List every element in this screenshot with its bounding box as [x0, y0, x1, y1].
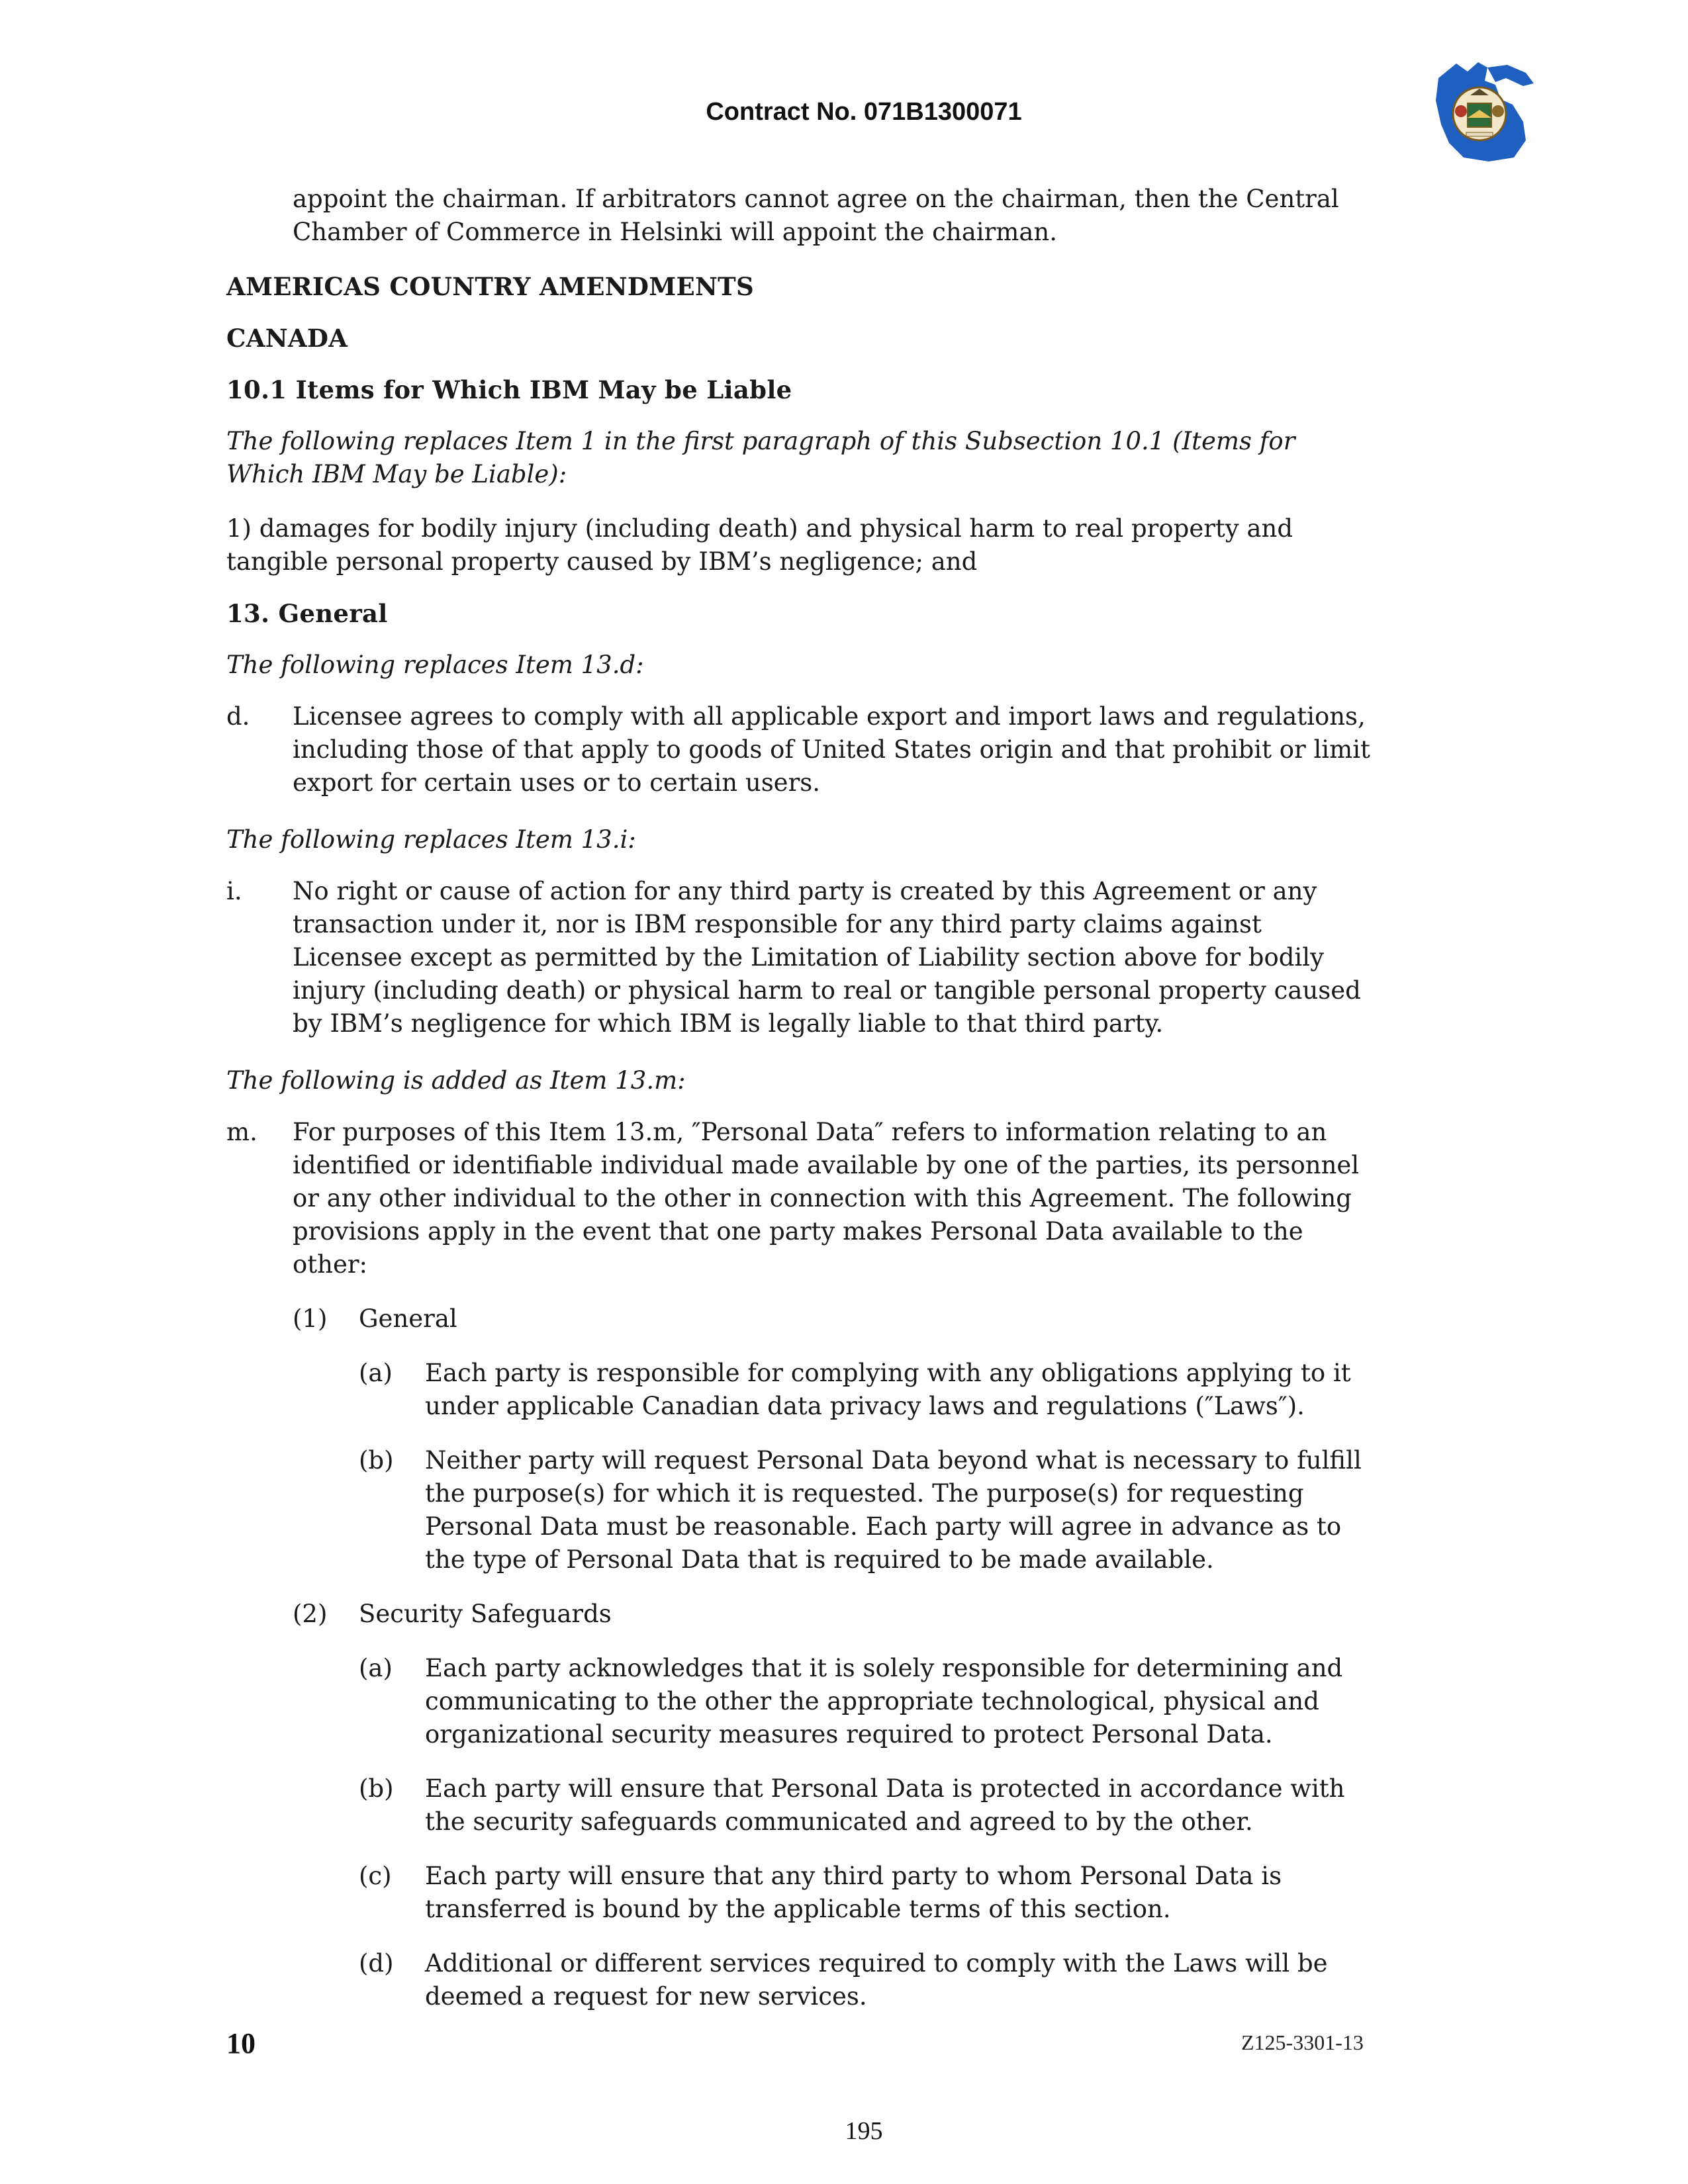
list-text: Additional or different services required to comply with the Laws will be deemed a request for new services. — [425, 1949, 1328, 2011]
sublist-item-2c — [359, 1860, 1378, 1926]
list-label: (a) — [359, 1359, 393, 1387]
list-label: (b) — [359, 1774, 394, 1803]
paragraph-10-1: 1) damages for bodily injury (including death) and physical harm to real property and tangible personal property caused by IBM’s negligence; and — [226, 514, 1293, 576]
list-text: Each party will ensure that any third party to whom Personal Data is transferred is bound by the applicable terms of this section. — [425, 1862, 1282, 1923]
sublist-item-2d — [359, 1947, 1378, 2013]
contract-number: Contract No. 071B1300071 — [706, 98, 1022, 126]
list-text: General — [359, 1304, 457, 1333]
list-text: No right or cause of action for any third party is created by this Agreement or any transaction under it, nor is IBM responsible for any third party claims against Licensee except as permitted by the Limitation of Liability section above for bodily injury (including death) or physical harm to real or tangible personal property caused by IBM’s negligence for which IBM is legally liable to that third party. — [293, 877, 1361, 1038]
list-text: For purposes of this Item 13.m, ″Personal Data″ refers to information relating to an identified or identifiable individual made available by one of the parties, its personnel or any other individual to the other in connection with this Agreement. The following provisions apply in the event that one party makes Personal Data available to the other: — [293, 1118, 1360, 1279]
list-text: Security Safeguards — [359, 1600, 612, 1628]
list-label: (c) — [359, 1862, 392, 1890]
michigan-seal-logo — [1427, 58, 1539, 164]
sublist-item-2 — [293, 1598, 1378, 1631]
sublist-item-1b — [359, 1444, 1378, 1576]
heading-section-10-1: 10.1 Items for Which IBM May be Liable — [226, 375, 792, 404]
list-text: Each party will ensure that Personal Data is protected in accordance with the security safeguards communicated and agreed to by the other. — [425, 1774, 1345, 1836]
list-text: Each party acknowledges that it is solely responsible for determining and communicating to the other the appropriate technological, physical and organizational security measures required to protect Personal Data. — [425, 1654, 1343, 1749]
instruction-10-1: The following replaces Item 1 in the first paragraph of this Subsection 10.1 (Items for Which IBM May be Liable): — [226, 427, 1295, 488]
list-label: m. — [226, 1118, 258, 1146]
instruction-13d: The following replaces Item 13.d: — [226, 651, 644, 679]
list-label: (1) — [293, 1304, 328, 1333]
heading-americas-country-amendments: AMERICAS COUNTRY AMENDMENTS — [226, 272, 754, 301]
sublist-item-1a — [359, 1357, 1378, 1423]
sublist-item-2b — [359, 1772, 1378, 1839]
heading-section-13: 13. General — [226, 599, 388, 628]
list-label: (d) — [359, 1949, 394, 1978]
instruction-13m: The following is added as Item 13.m: — [226, 1066, 686, 1095]
list-label: (2) — [293, 1600, 328, 1628]
sublist-item-2a — [359, 1652, 1378, 1751]
page-number: 195 — [845, 2117, 883, 2145]
heading-canada: CANADA — [226, 324, 348, 353]
list-label: (b) — [359, 1446, 394, 1475]
list-label: d. — [226, 702, 250, 731]
footer-document-code: Z125-3301-13 — [1241, 2030, 1364, 2054]
continued-paragraph: appoint the chairman. If arbitrators cannot agree on the chairman, then the Central Chamber of Commerce in Helsinki will appoint the chairman. — [293, 185, 1339, 246]
instruction-13i: The following replaces Item 13.i: — [226, 825, 636, 854]
list-item-i — [226, 875, 1378, 1040]
list-text: Each party is responsible for complying with any obligations applying to it under applicable Canadian data privacy laws and regulations (″Laws″). — [425, 1359, 1351, 1420]
document-body — [226, 183, 1378, 2013]
list-label: (a) — [359, 1654, 393, 1682]
footer-section-number: 10 — [226, 2027, 256, 2060]
list-text: Licensee agrees to comply with all applicable export and import laws and regulations, including those of that apply to goods of United States origin and that prohibit or limit export for certain uses or to certain users. — [293, 702, 1370, 797]
list-text: Neither party will request Personal Data beyond what is necessary to fulfill the purpose(s) for which it is requested. The purpose(s) for requesting Personal Data must be reasonable. Each party will agree in advance as to the type of Personal Data that is required to be made available. — [425, 1446, 1362, 1574]
list-item-d — [226, 700, 1378, 799]
list-label: i. — [226, 877, 242, 905]
list-item-m — [226, 1116, 1378, 1281]
sublist-item-1 — [293, 1302, 1378, 1336]
